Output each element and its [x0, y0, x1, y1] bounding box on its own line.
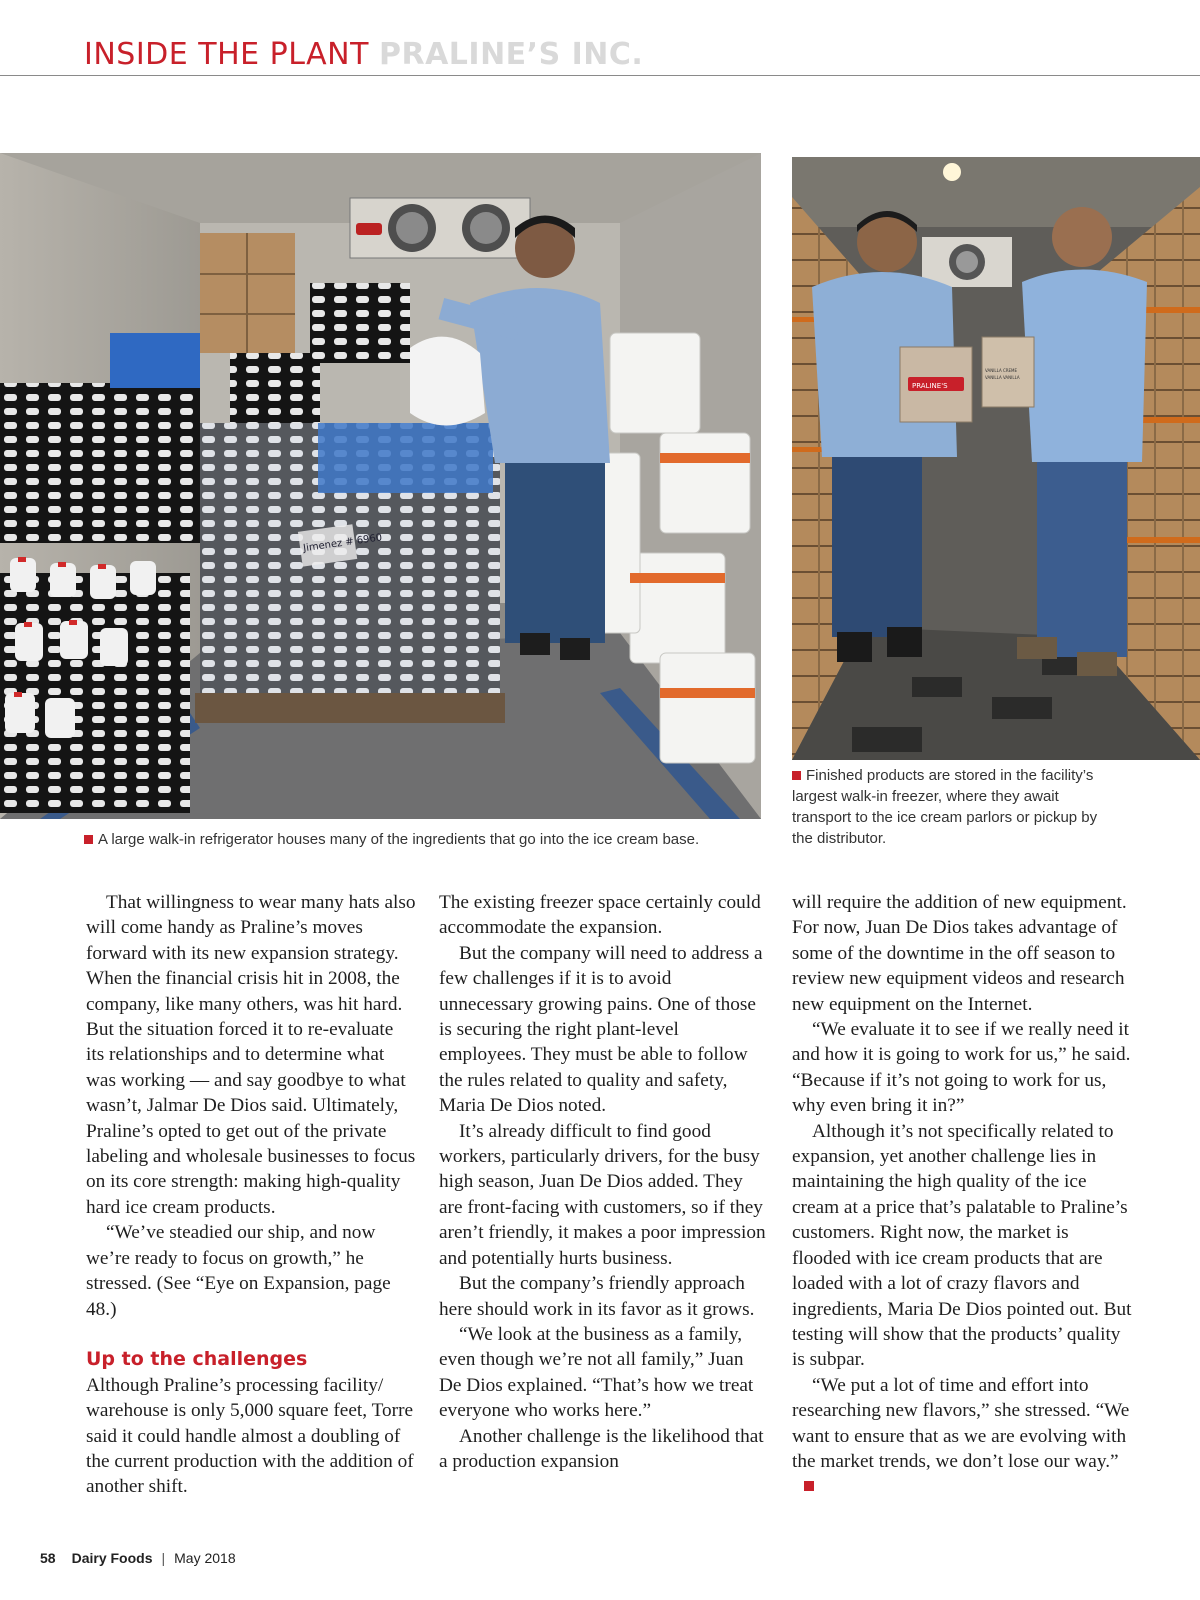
paragraph: “We’ve steadied our ship, and now we’re ready to focus on growth,” he stressed. (See “Eye on Expansion, page 48.)	[86, 1222, 391, 1320]
header-rule	[0, 75, 1200, 76]
crate-label: Jimenez # 6960	[302, 532, 383, 555]
refrigerator-photo	[0, 153, 761, 819]
paragraph: But the company’s friendly approach here should work in its favor as it grows.	[439, 1273, 755, 1320]
footer-separator: |	[161, 1550, 166, 1566]
page-footer	[40, 1550, 236, 1566]
article-column-3	[792, 890, 1132, 1500]
issue-date: May 2018	[174, 1550, 236, 1566]
paragraph: But the company will need to address a few challenges if it is to avoid unnecessary growing pains. One of those is securing the right plant-level employees. They must be able to follow the rules related to quality and safety, Maria De Dios noted.	[439, 942, 763, 1117]
paragraph: will require the addition of new equipment. For now, Juan De Dios takes advantage of some of the downtime in the off season to review new equipment videos and research new equipment on the Internet.	[792, 892, 1127, 1015]
caption-marker	[792, 771, 801, 780]
article-column-1	[86, 890, 416, 1500]
page-number: 58	[40, 1550, 56, 1566]
caption-right-text: Finished products are stored in the facility’s largest walk-in freezer, where they await transport to the ice cream parlors or pickup by the distributor.	[792, 767, 1098, 847]
section-subhead: Up to the challenges	[86, 1348, 308, 1371]
freezer-photo	[792, 157, 1200, 760]
closing-quote: “We put a lot of time and effort into researching new flavors,” she stressed. “We want to ensure that as we are evolving with the market trends, we don’t lose our way.”	[792, 1374, 1130, 1472]
paragraph	[792, 1373, 1132, 1500]
box-label: PRALINE'S	[912, 382, 948, 390]
box-small-label-2: VANILLA VANILLA	[985, 375, 1020, 380]
box-small-label-1: VANILLA CREME	[985, 368, 1018, 373]
caption-marker	[84, 835, 93, 844]
caption-right	[792, 765, 1122, 849]
caption-left-text: A large walk-in refrigerator houses many of the ingredients that go into the ice cream base.	[98, 831, 700, 848]
company-name: PRALINE’S INC.	[378, 37, 644, 72]
end-of-article-mark	[804, 1481, 814, 1491]
magazine-name: Dairy Foods	[71, 1550, 153, 1566]
section-title: INSIDE THE PLANT	[84, 37, 369, 72]
paragraph: It’s already difficult to find good workers, particularly drivers, for the busy high season, Juan De Dios added. They are front-facing with customers, so if they aren’t friendly, it makes a poor impression and potentially hurts business.	[439, 1120, 766, 1269]
paragraph: Although Praline’s processing facility/ warehouse is only 5,000 square feet, Torre said it could handle almost a doubling of the current production with the addition of another shift.	[86, 1374, 414, 1498]
paragraph: That willingness to wear many hats also will come handy as Praline’s moves forward with its new expansion strategy. When the financial crisis hit in 2008, the company, like many others, was hit hard. But the situation forced it to re-evaluate its relationships and to determine what was working — and say goodbye to what wasn’t, Jalmar De Dios said. Ultimately, Praline’s opted to get out of the private labeling and wholesale businesses to focus on its core strength: making high-quality hard ice cream products.	[86, 892, 416, 1218]
paragraph: Although it’s not specifically related to expansion, yet another challenge lies in maintaining the high quality of the ice cream at a price that’s palatable to Praline’s customers. Right now, the market is flooded with ice cream products that are loaded with a lot of crazy flavors and ingredients, Maria De Dios pointed out. But testing will show that the products’ quality is subpar.	[792, 1120, 1132, 1371]
paragraph: “We look at the business as a family, even though we’re not all family,” Juan De Dios explained. “That’s how we treat everyone who works here.”	[439, 1323, 754, 1422]
paragraph: “We evaluate it to see if we really need it and how it is going to work for us,” he said. “Because if it’s not going to work for us, why even bring it in?”	[792, 1019, 1131, 1117]
paragraph: Another challenge is the likelihood that a production expansion	[439, 1425, 764, 1472]
article-column-2	[439, 890, 769, 1474]
caption-left	[84, 829, 764, 850]
paragraph: The existing freezer space certainly could accommodate the expansion.	[439, 892, 761, 939]
section-header	[84, 37, 644, 72]
